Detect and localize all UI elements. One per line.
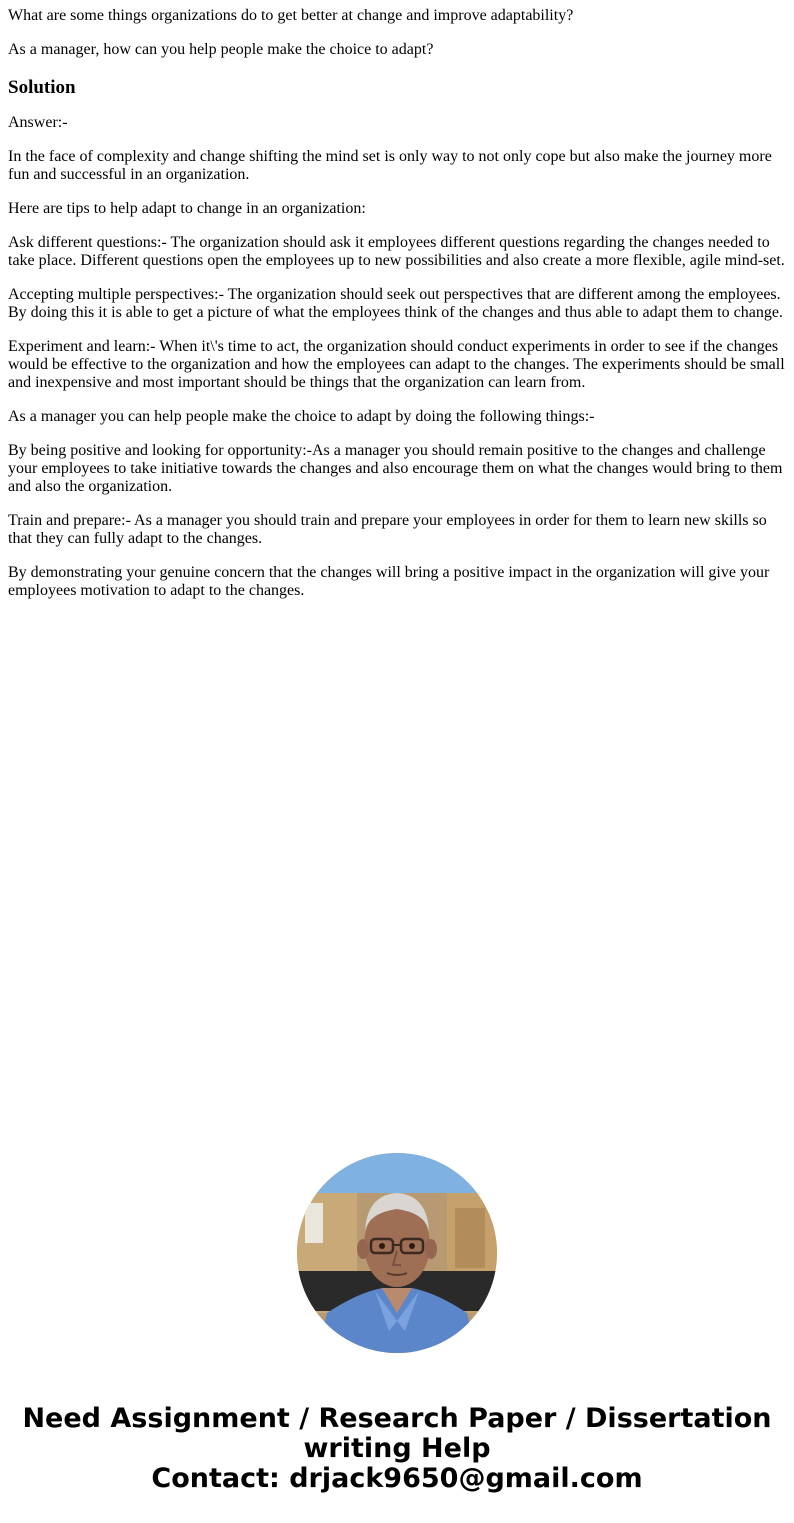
tip-ask-questions: Ask different questions:- The organization should ask it employees different questions regarding the changes needed to take place. Different questions open the employees up to new possibilities and also create a more flexible, agile mind-set. (8, 234, 785, 269)
promo-line-1: Need Assignment / Research Paper / Dissertation (22, 1403, 772, 1434)
manager-tip-positive: By being positive and looking for opportunity:-As a manager you should remain positive to the changes and challenge your employees to take initiative towards the changes and also encourage them on what the changes would bring to them and also the organization. (8, 442, 783, 495)
promo-banner (0, 1404, 794, 1494)
avatar-portrait-image (297, 1153, 497, 1353)
solution-heading: Solution (8, 77, 76, 98)
tips-lead: Here are tips to help adapt to change in an organization: (8, 200, 366, 217)
question-line-2: As a manager, how can you help people make the choice to adapt? (8, 41, 434, 58)
manager-tip-concern: By demonstrating your genuine concern that the changes will bring a positive impact in the organization will give your employees motivation to adapt to the changes. (8, 564, 770, 599)
manager-tip-train: Train and prepare:- As a manager you should train and prepare your employees in order for them to learn new skills so that they can fully adapt to the changes. (8, 512, 767, 547)
avatar (297, 1153, 497, 1353)
tip-experiment-learn: Experiment and learn:- When it\'s time to act, the organization should conduct experiments in order to see if the changes would be effective to the organization and how the employees can adapt to the changes. The experiments should be small and inexpensive and most important should be things that the organization can learn from. (8, 338, 785, 391)
promo-line-2: writing Help (303, 1433, 491, 1464)
document-body (8, 0, 788, 616)
promo-contact: Contact: drjack9650@gmail.com (151, 1463, 643, 1494)
question-line-1: What are some things organizations do to get better at change and improve adaptability? (8, 7, 574, 24)
manager-lead: As a manager you can help people make the choice to adapt by doing the following things:- (8, 408, 595, 425)
answer-intro: In the face of complexity and change shifting the mind set is only way to not only cope but also make the journey more fun and successful in an organization. (8, 148, 772, 183)
answer-label: Answer:- (8, 114, 68, 131)
tip-multiple-perspectives: Accepting multiple perspectives:- The organization should seek out perspectives that are different among the employees. By doing this it is able to get a picture of what the employees think of the changes and thus able to adapt them to change. (8, 286, 783, 321)
